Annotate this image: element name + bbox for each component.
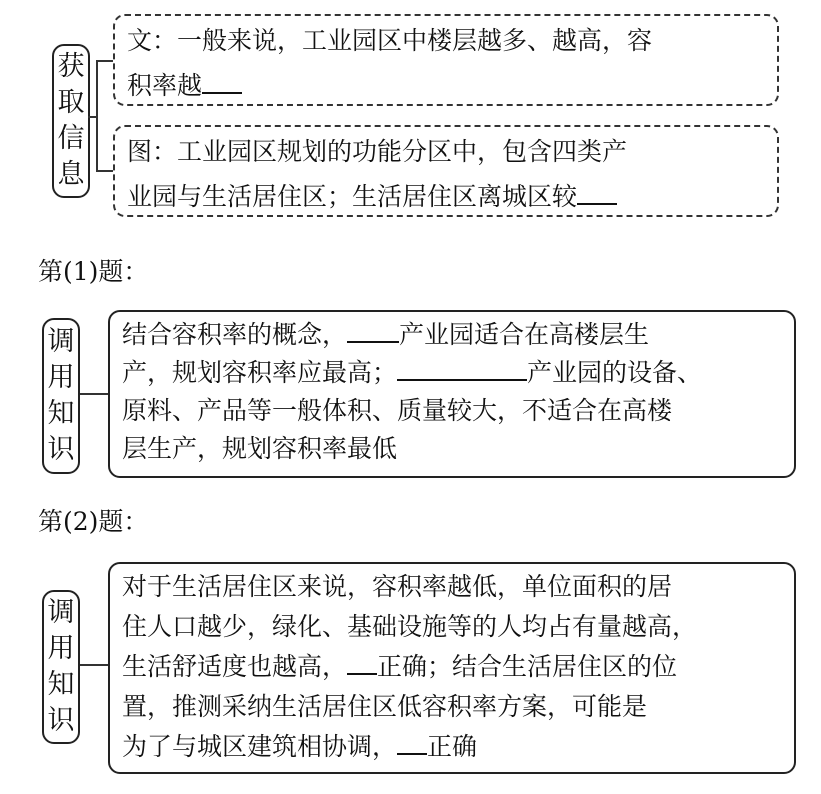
label-char: 获	[57, 51, 85, 82]
text-line: 置，推测采纳生活居住区低容积率方案，可能是	[122, 692, 648, 721]
connector-h	[80, 393, 110, 395]
connector-h	[80, 664, 110, 666]
text-line: 积率越	[127, 63, 765, 108]
label-char: 信	[57, 123, 85, 154]
label-use-knowledge	[42, 590, 80, 744]
text-line: 图：工业园区规划的功能分区中，包含四类产	[127, 137, 628, 166]
answer-blank	[347, 651, 377, 675]
answer-blank	[397, 357, 527, 381]
text-line: 为了与城区建筑相协调， 正确	[122, 732, 478, 761]
label-char: 调	[47, 326, 75, 357]
label-char: 识	[47, 705, 75, 736]
image-info-box	[113, 125, 779, 217]
connector-h	[96, 170, 114, 172]
text-line: 产，规划容积率应最高； 产业园的设备、	[122, 358, 703, 387]
text-line: 生活舒适度也越高， 正确；结合生活居住区的位	[122, 652, 678, 681]
question-1-heading: 第(1)题：	[38, 257, 149, 286]
label-char: 识	[47, 434, 75, 465]
label-char: 调	[47, 597, 75, 628]
text-line: 层生产，规划容积率最低	[122, 434, 398, 463]
answer-blank	[347, 319, 399, 343]
label-char: 用	[47, 633, 75, 664]
label-char: 知	[47, 669, 75, 700]
label-use-knowledge	[42, 318, 80, 474]
answer-blank	[202, 70, 242, 94]
text-line: 结合容积率的概念， 产业园适合在高楼层生	[122, 320, 650, 349]
text-line: 业园与生活居住区；生活居住区离城区较	[127, 174, 765, 219]
label-char: 息	[57, 159, 85, 190]
label-char: 用	[47, 362, 75, 393]
text-line: 对于生活居住区来说，容积率越低，单位面积的居	[122, 572, 673, 601]
q1-knowledge-box	[108, 310, 796, 478]
text-info-box	[113, 14, 779, 106]
answer-blank	[577, 181, 617, 205]
answer-blank	[397, 731, 427, 755]
text-line: 原料、产品等一般体积、质量较大，不适合在高楼	[122, 396, 673, 425]
question-2-heading: 第(2)题：	[38, 507, 149, 536]
connector-h	[88, 116, 98, 118]
label-char: 知	[47, 398, 75, 429]
q2-knowledge-box	[108, 562, 796, 774]
connector-h	[96, 60, 114, 62]
label-get-info	[52, 44, 90, 198]
text-line: 文：一般来说，工业园区中楼层越多、越高，容	[127, 26, 653, 55]
label-char: 取	[57, 87, 85, 118]
text-line: 住人口越少，绿化、基础设施等的人均占有量越高，	[122, 612, 698, 641]
